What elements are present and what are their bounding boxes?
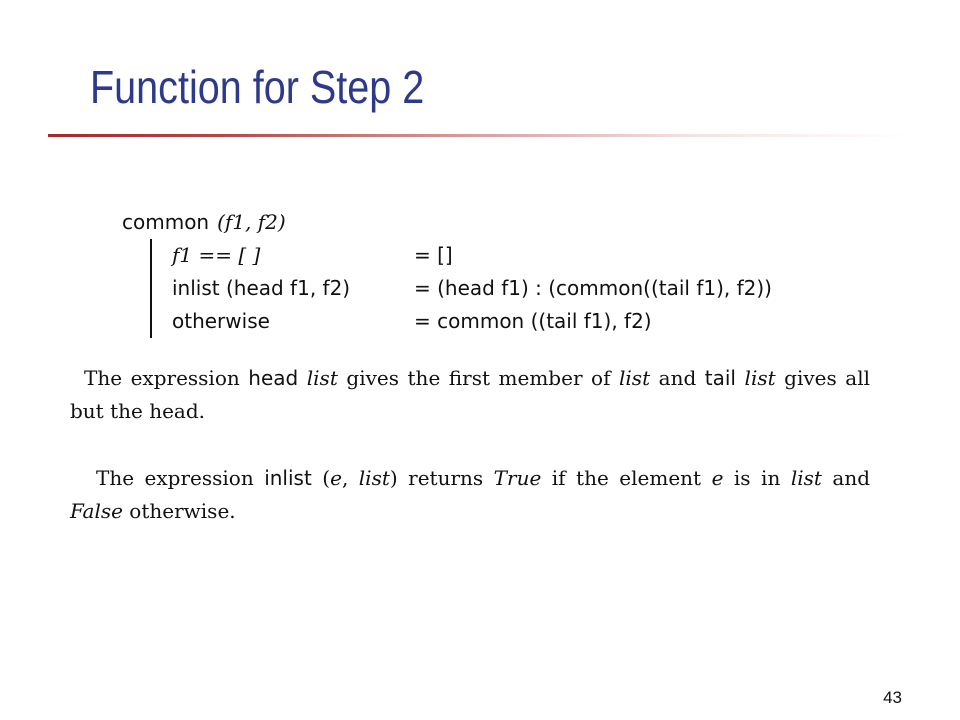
text: ( xyxy=(311,466,331,490)
text xyxy=(736,366,745,390)
guard-result: = common ((tail f1), f2) xyxy=(414,309,652,333)
function-signature xyxy=(122,205,286,239)
variable-list: list xyxy=(306,366,338,390)
keyword-inlist: inlist xyxy=(264,466,312,490)
title-divider xyxy=(48,134,912,137)
guard-condition: inlist (head f1, f2) xyxy=(172,276,351,300)
function-args: (f1, f2) xyxy=(217,210,286,234)
text: The expression xyxy=(96,466,265,490)
text: and xyxy=(821,466,870,490)
value-false: False xyxy=(70,499,123,523)
guard-row xyxy=(172,305,652,338)
guard-result: = (head f1) : (common((tail f1), f2)) xyxy=(414,276,772,300)
paragraph-head-tail xyxy=(70,362,870,428)
text: gives the first member of xyxy=(337,366,620,390)
variable-list: list xyxy=(358,466,390,490)
keyword-head: head xyxy=(248,366,299,390)
text: gives all but the head. xyxy=(70,366,871,423)
value-true: True xyxy=(493,466,542,490)
function-name: common xyxy=(122,210,210,234)
variable-list: list xyxy=(744,366,776,390)
variable-e: e xyxy=(711,466,724,490)
text: , xyxy=(341,466,359,490)
variable-e: e xyxy=(330,466,342,490)
guard-row xyxy=(172,239,453,272)
guard-row xyxy=(172,272,772,305)
text: is in xyxy=(723,466,791,490)
text: ) returns xyxy=(389,466,494,490)
text: The expression xyxy=(84,366,249,390)
text: and xyxy=(650,366,705,390)
guard-result: = [] xyxy=(414,243,453,267)
text: if the element xyxy=(541,466,712,490)
text xyxy=(298,366,307,390)
guard-condition: otherwise xyxy=(172,309,270,333)
text: otherwise. xyxy=(122,499,236,523)
variable-list: list xyxy=(619,366,651,390)
page-number: 43 xyxy=(883,688,902,707)
guard-block xyxy=(150,239,772,338)
code-block xyxy=(122,205,772,338)
variable-list: list xyxy=(790,466,822,490)
guard-condition: f1 == [ ] xyxy=(172,243,261,267)
paragraph-inlist xyxy=(70,462,870,528)
keyword-tail: tail xyxy=(704,366,736,390)
slide-title: Function for Step 2 xyxy=(90,61,425,113)
